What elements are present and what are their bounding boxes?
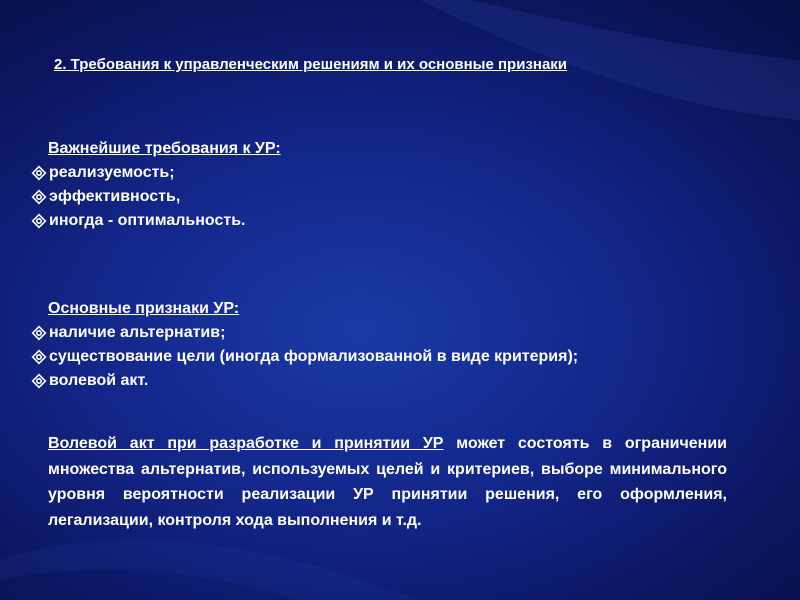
conclusion-paragraph <box>48 431 727 533</box>
diamond-bullet-icon <box>30 372 48 390</box>
requirements-title: Важнейшие требования к УР: <box>48 140 281 157</box>
paragraph-lead: Волевой акт при разработке и принятии УР <box>48 435 444 452</box>
diamond-bullet-icon <box>30 188 48 206</box>
features-section <box>30 297 730 393</box>
list-item <box>30 209 730 233</box>
list-item-text: наличие альтернатив; <box>49 324 226 341</box>
requirements-section <box>30 137 730 233</box>
list-item <box>30 161 730 185</box>
features-title: Основные признаки УР: <box>48 300 240 317</box>
list-item-text: эффективность, <box>49 188 181 205</box>
list-item <box>30 321 730 345</box>
diamond-bullet-icon <box>30 212 48 230</box>
slide-heading: 2. Требования к управленческим решениям и их основные признаки <box>54 56 568 73</box>
list-item <box>30 185 730 209</box>
list-item-text: существование цели (иногда формализованной в виде критерия); <box>49 348 579 365</box>
list-item-text: реализуемость; <box>49 164 175 181</box>
diamond-bullet-icon <box>30 324 48 342</box>
list-item <box>30 369 730 393</box>
list-item-text: иногда - оптимальность. <box>49 212 246 229</box>
paragraph-body: может состоять в ограничении множества альтернатив, используемых целей и критериев, выборе минимального уровня вероятности реализации УР принятии решения, его оформления, легализации, контроля хода выполнения и т.д. <box>48 435 727 529</box>
diamond-bullet-icon <box>30 164 48 182</box>
list-item-text: волевой акт. <box>49 372 149 389</box>
diamond-bullet-icon <box>30 348 48 366</box>
list-item <box>30 345 730 369</box>
